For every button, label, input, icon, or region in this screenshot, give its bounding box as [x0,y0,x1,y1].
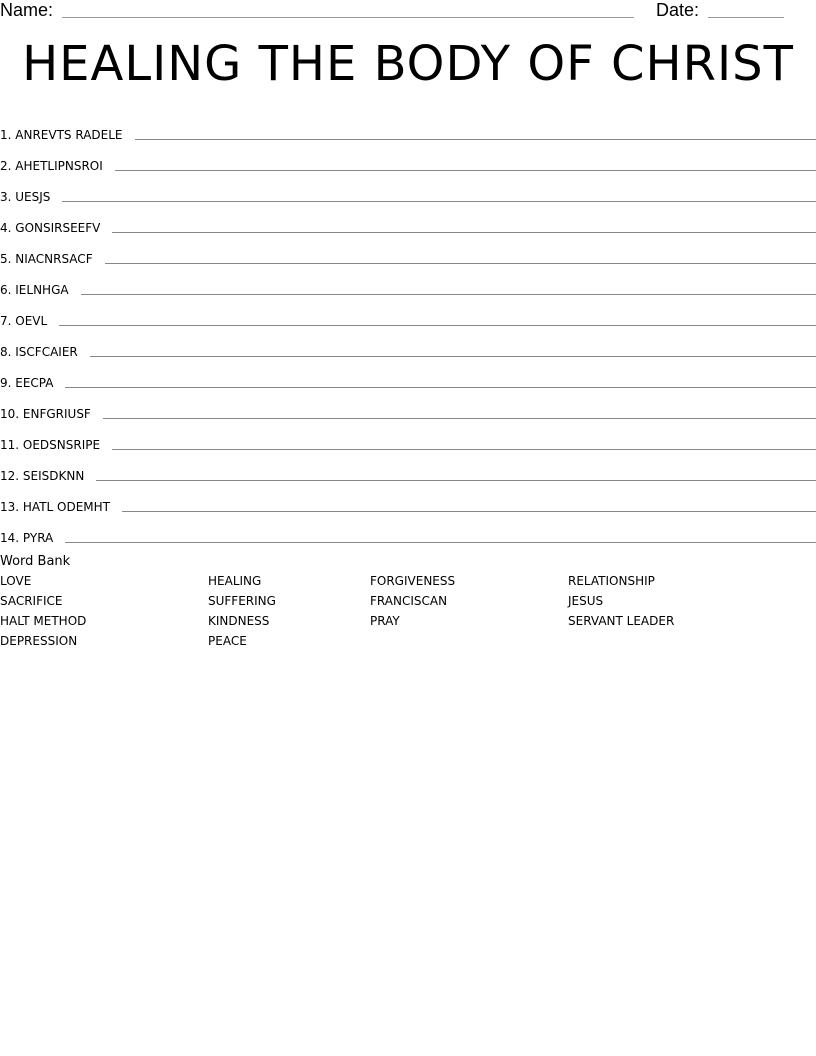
word-bank-item: DEPRESSION [0,634,78,648]
question-row [0,112,816,143]
question-text: 10. ENFGRIUSF [0,407,91,421]
question-row [0,484,816,515]
question-row [0,329,816,360]
word-bank-column [208,571,276,651]
question-text: 7. OEVL [0,314,48,328]
question-text: 8. ISCFCAIER [0,345,78,359]
word-bank-item: HEALING [208,574,262,588]
word-bank-column [0,571,86,651]
question-list [0,112,816,546]
question-text: 3. UESJS [0,190,51,204]
question-row [0,298,816,329]
answer-line [96,480,816,481]
answer-line [122,511,816,512]
page-title: HEALING THE BODY OF CHRIST [22,36,794,92]
question-text: 1. ANREVTS RADELE [0,128,123,142]
answer-line [112,449,816,450]
question-text: 11. OEDSNSRIPE [0,438,101,452]
answer-line [65,542,816,543]
word-bank-grid [0,571,816,655]
question-text: 4. GONSIRSEEFV [0,221,101,235]
word-bank-item: RELATIONSHIP [568,574,655,588]
question-text: 12. SEISDKNN [0,469,85,483]
word-bank-item: JESUS [568,594,604,608]
question-row [0,360,816,391]
question-row [0,174,816,205]
word-bank [0,553,816,655]
word-bank-item: PEACE [208,634,247,648]
word-bank-title: Word Bank [0,554,71,569]
question-text: 2. AHETLIPNSROI [0,159,103,173]
answer-line [112,232,816,233]
answer-line [65,387,816,388]
name-blank-line [62,17,634,18]
question-row [0,143,816,174]
word-bank-item: LOVE [0,574,32,588]
answer-line [81,294,816,295]
question-text: 13. HATL ODEMHT [0,500,111,514]
question-text: 5. NIACNRSACF [0,252,93,266]
question-row [0,236,816,267]
word-bank-item: KINDNESS [208,614,270,628]
answer-line [62,201,816,202]
word-bank-item: PRAY [370,614,400,628]
answer-line [103,418,816,419]
question-row [0,391,816,422]
answer-line [59,325,816,326]
answer-line [105,263,816,264]
question-row [0,515,816,546]
question-row [0,267,816,298]
date-blank-line [708,17,784,18]
question-text: 9. EECPA [0,376,54,390]
question-row [0,453,816,484]
word-bank-item: FORGIVENESS [370,574,456,588]
answer-line [115,170,816,171]
word-bank-column [568,571,674,631]
word-bank-item: SERVANT LEADER [568,614,675,628]
word-bank-item: HALT METHOD [0,614,87,628]
word-bank-item: FRANCISCAN [370,594,448,608]
question-text: 14. PYRA [0,531,54,545]
question-row [0,205,816,236]
word-bank-column [370,571,455,631]
answer-line [90,356,816,357]
date-label: Date: [656,0,700,20]
answer-line [135,139,816,140]
name-label: Name: [0,0,54,20]
question-row [0,422,816,453]
word-bank-item: SUFFERING [208,594,276,608]
word-bank-item: SACRIFICE [0,594,63,608]
question-text: 6. IELNHGA [0,283,69,297]
header-row [0,0,816,24]
